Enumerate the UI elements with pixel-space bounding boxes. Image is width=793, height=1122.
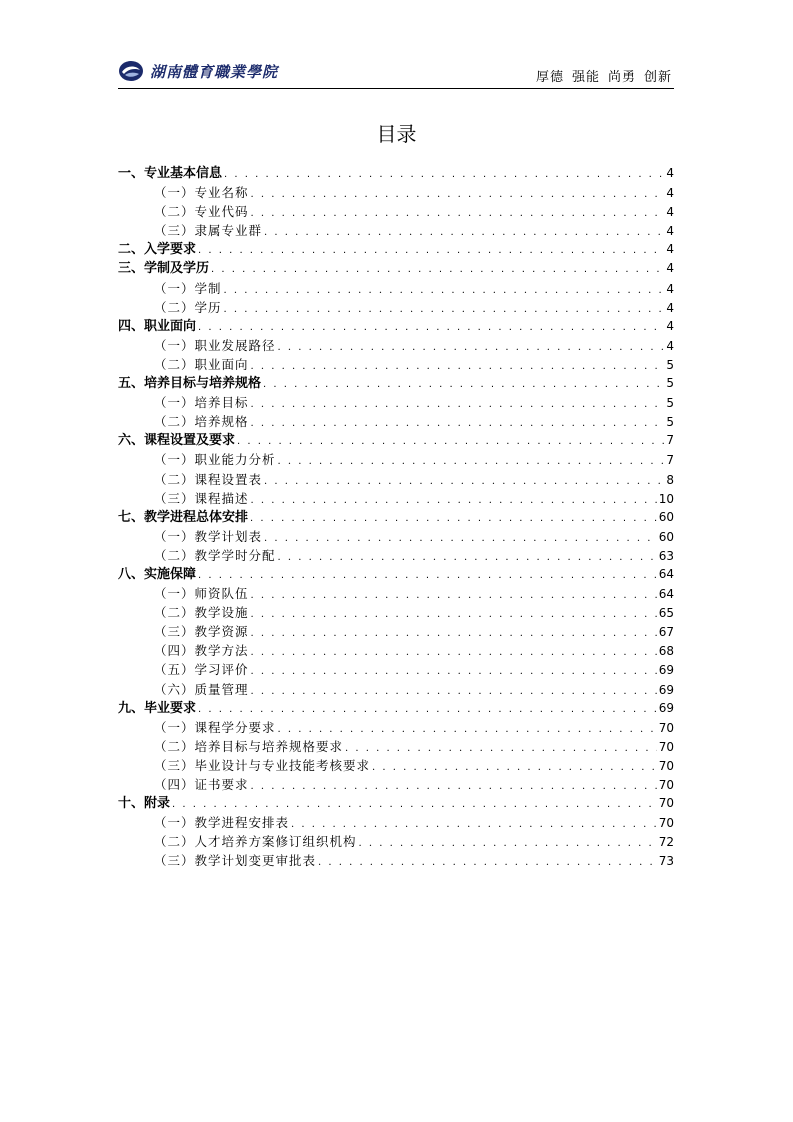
toc-dot-leader	[251, 682, 657, 701]
toc-dot-leader	[251, 624, 657, 643]
toc-dot-leader	[251, 643, 657, 662]
toc-page-number: 70	[658, 816, 674, 831]
toc-entry-label: （一）职业能力分析	[154, 452, 276, 468]
toc-entry-label: （二）学历	[154, 299, 222, 315]
toc-section-entry[interactable]	[118, 470, 674, 489]
toc-entry-label: （三）毕业设计与专业技能考核要求	[154, 757, 371, 773]
toc-dot-leader	[211, 260, 664, 279]
toc-entry-label: （二）职业面向	[154, 356, 249, 372]
toc-dot-leader	[278, 548, 657, 567]
toc-entry-label: （一）教学计划表	[154, 528, 263, 544]
toc-page-number: 5	[666, 357, 674, 372]
toc-dot-leader	[318, 853, 657, 872]
toc-page-number: 4	[666, 261, 674, 276]
toc-title: 目录	[376, 122, 417, 146]
toc-entry-label: （五）学习评价	[154, 662, 249, 678]
toc-chapter-entry[interactable]	[118, 259, 674, 278]
toc-entry-label: （三）课程描述	[154, 490, 249, 506]
toc-dot-leader	[278, 338, 665, 357]
page-header	[118, 52, 674, 89]
toc-dot-leader	[224, 300, 665, 319]
toc-page-number: 10	[658, 491, 674, 506]
toc-page-number: 70	[658, 720, 674, 735]
toc-dot-leader	[224, 281, 665, 300]
toc-entry-label: （四）证书要求	[154, 777, 249, 792]
toc-dot-leader	[251, 395, 665, 414]
toc-chapter-entry[interactable]	[118, 508, 674, 527]
toc-section-entry[interactable]	[118, 775, 674, 794]
toc-page-number: 64	[658, 566, 674, 581]
toc-section-entry[interactable]	[118, 393, 674, 412]
toc-dot-leader	[250, 509, 657, 528]
motto-word: 厚德	[535, 70, 564, 85]
toc-entry-label: （二）教学设施	[154, 605, 249, 621]
toc-page-number: 5	[666, 396, 674, 411]
toc-chapter-entry[interactable]	[118, 164, 674, 183]
toc-section-entry[interactable]	[118, 450, 674, 469]
school-logo	[118, 60, 278, 82]
toc-page-number: 72	[658, 835, 674, 850]
toc-dot-leader	[251, 662, 657, 681]
toc-entry-label: 六、课程设置及要求	[118, 433, 236, 449]
toc-dot-leader	[264, 472, 664, 491]
toc-chapter-entry[interactable]	[118, 794, 674, 813]
toc-page-number: 4	[666, 242, 674, 257]
toc-section-entry[interactable]	[118, 756, 674, 775]
toc-dot-leader	[372, 758, 657, 777]
toc-section-entry[interactable]	[118, 584, 674, 603]
toc-page-number: 5	[666, 376, 674, 391]
toc-entry-label: （一）职业发展路径	[154, 337, 276, 353]
toc-entry-label: （一）师资队伍	[154, 586, 249, 602]
toc-entry-label: 十、附录	[118, 796, 171, 812]
toc-page-number: 70	[658, 796, 674, 811]
toc-page-number: 69	[658, 682, 674, 697]
toc-section-entry[interactable]	[118, 527, 674, 546]
toc-section-entry[interactable]	[118, 813, 674, 832]
toc-page-number: 68	[658, 644, 674, 659]
toc-dot-leader	[237, 432, 664, 451]
toc-dot-leader	[263, 375, 664, 394]
toc-dot-leader	[251, 777, 657, 796]
toc-entry-label: （三）隶属专业群	[154, 223, 263, 239]
toc-dot-leader	[264, 529, 657, 548]
toc-section-entry[interactable]	[118, 336, 674, 355]
toc-page-number: 63	[658, 548, 674, 563]
toc-dot-leader	[264, 223, 664, 242]
school-motto	[536, 66, 672, 85]
toc-section-entry[interactable]	[118, 660, 674, 679]
toc-entry-label: 一、专业基本信息	[118, 166, 223, 181]
toc-entry-label: （二）培养目标与培养规格要求	[154, 738, 344, 754]
toc-entry-label: （二）培养规格	[154, 414, 249, 430]
toc-dot-leader	[345, 739, 657, 758]
toc-section-entry[interactable]	[118, 412, 674, 431]
toc-section-entry[interactable]	[118, 641, 674, 660]
toc-chapter-entry[interactable]	[118, 240, 674, 259]
toc-page-number: 65	[658, 606, 674, 621]
toc-dot-leader	[198, 566, 657, 585]
toc-page-number: 5	[666, 415, 674, 430]
toc-dot-leader	[251, 204, 665, 223]
school-emblem-icon	[118, 60, 144, 82]
toc-section-entry[interactable]	[118, 279, 674, 298]
toc-section-entry[interactable]	[118, 832, 674, 851]
toc-entry-label: （四）教学方法	[154, 643, 249, 659]
toc-entry-label: 八、实施保障	[118, 566, 197, 582]
table-of-contents	[118, 164, 674, 870]
motto-word: 尚勇	[607, 70, 636, 85]
toc-section-entry[interactable]	[118, 622, 674, 641]
toc-section-entry[interactable]	[118, 355, 674, 374]
toc-page-number: 7	[666, 453, 674, 468]
toc-dot-leader	[198, 241, 664, 260]
toc-dot-leader	[251, 605, 657, 624]
toc-chapter-entry[interactable]	[118, 565, 674, 584]
toc-page-number: 70	[658, 778, 674, 792]
toc-entry-label: （二）课程设置表	[154, 471, 263, 487]
toc-chapter-entry[interactable]	[118, 431, 674, 450]
toc-chapter-entry[interactable]	[118, 699, 674, 718]
toc-page-number: 60	[658, 529, 674, 544]
toc-page-number: 70	[658, 758, 674, 773]
toc-entry-label: （二）教学学时分配	[154, 547, 276, 563]
toc-section-entry[interactable]	[118, 718, 674, 737]
toc-dot-leader	[198, 318, 664, 337]
toc-page-number: 4	[666, 224, 674, 239]
toc-entry-label: 三、学制及学历	[118, 261, 210, 277]
toc-section-entry[interactable]	[118, 603, 674, 622]
toc-page-number: 70	[658, 739, 674, 754]
toc-page-number: 4	[666, 166, 674, 180]
toc-page-number: 4	[666, 338, 674, 353]
toc-page-number: 4	[666, 186, 674, 201]
toc-entry-label: （三）教学计划变更审批表	[154, 853, 317, 869]
toc-entry-label: 七、教学进程总体安排	[118, 509, 249, 525]
toc-dot-leader	[251, 357, 665, 376]
toc-entry-label: （一）培养目标	[154, 395, 249, 411]
toc-page-number: 4	[666, 205, 674, 220]
toc-dot-leader	[251, 491, 657, 510]
toc-section-entry[interactable]	[118, 680, 674, 699]
toc-page-number: 4	[666, 300, 674, 315]
toc-section-entry[interactable]	[118, 183, 674, 202]
toc-entry-label: （一）学制	[154, 280, 222, 296]
toc-entry-label: （一）专业名称	[154, 185, 249, 201]
toc-page-number: 8	[666, 472, 674, 487]
toc-dot-leader	[251, 586, 657, 605]
toc-page-number: 69	[658, 700, 674, 715]
toc-dot-leader	[278, 452, 665, 471]
toc-dot-leader	[251, 185, 665, 204]
toc-entry-label: （一）课程学分要求	[154, 719, 276, 735]
toc-entry-label: 九、毕业要求	[118, 700, 197, 716]
toc-entry-label: （一）教学进程安排表	[154, 815, 290, 831]
toc-page-number: 4	[666, 281, 674, 296]
toc-dot-leader	[198, 700, 657, 719]
toc-chapter-entry[interactable]	[118, 317, 674, 336]
toc-section-entry[interactable]	[118, 221, 674, 240]
toc-page-number: 60	[658, 509, 674, 524]
toc-page-number: 64	[658, 587, 674, 602]
toc-page-number: 73	[658, 854, 674, 869]
toc-entry-label: 五、培养目标与培养规格	[118, 376, 262, 392]
toc-section-entry[interactable]	[118, 489, 674, 508]
toc-chapter-entry[interactable]	[118, 374, 674, 393]
motto-word: 创新	[643, 70, 672, 85]
toc-entry-label: （六）质量管理	[154, 681, 249, 697]
toc-section-entry[interactable]	[118, 851, 674, 870]
toc-dot-leader	[224, 165, 664, 184]
toc-section-entry[interactable]	[118, 546, 674, 565]
toc-entry-label: 四、职业面向	[118, 318, 197, 334]
toc-section-entry[interactable]	[118, 298, 674, 317]
toc-entry-label: 二、入学要求	[118, 242, 197, 258]
toc-page-number: 69	[658, 663, 674, 678]
school-name: 湖南體育職業學院	[150, 62, 279, 81]
toc-page-number: 7	[666, 433, 674, 448]
toc-section-entry[interactable]	[118, 202, 674, 221]
toc-dot-leader	[251, 414, 665, 433]
toc-page-number: 67	[658, 625, 674, 640]
toc-page-number: 4	[666, 318, 674, 333]
toc-entry-label: （二）专业代码	[154, 204, 249, 220]
motto-word: 强能	[571, 70, 600, 85]
toc-section-entry[interactable]	[118, 737, 674, 756]
toc-dot-leader	[359, 834, 657, 853]
toc-entry-label: （二）人才培养方案修订组织机构	[154, 834, 357, 850]
toc-entry-label: （三）教学资源	[154, 624, 249, 640]
toc-dot-leader	[172, 795, 657, 814]
